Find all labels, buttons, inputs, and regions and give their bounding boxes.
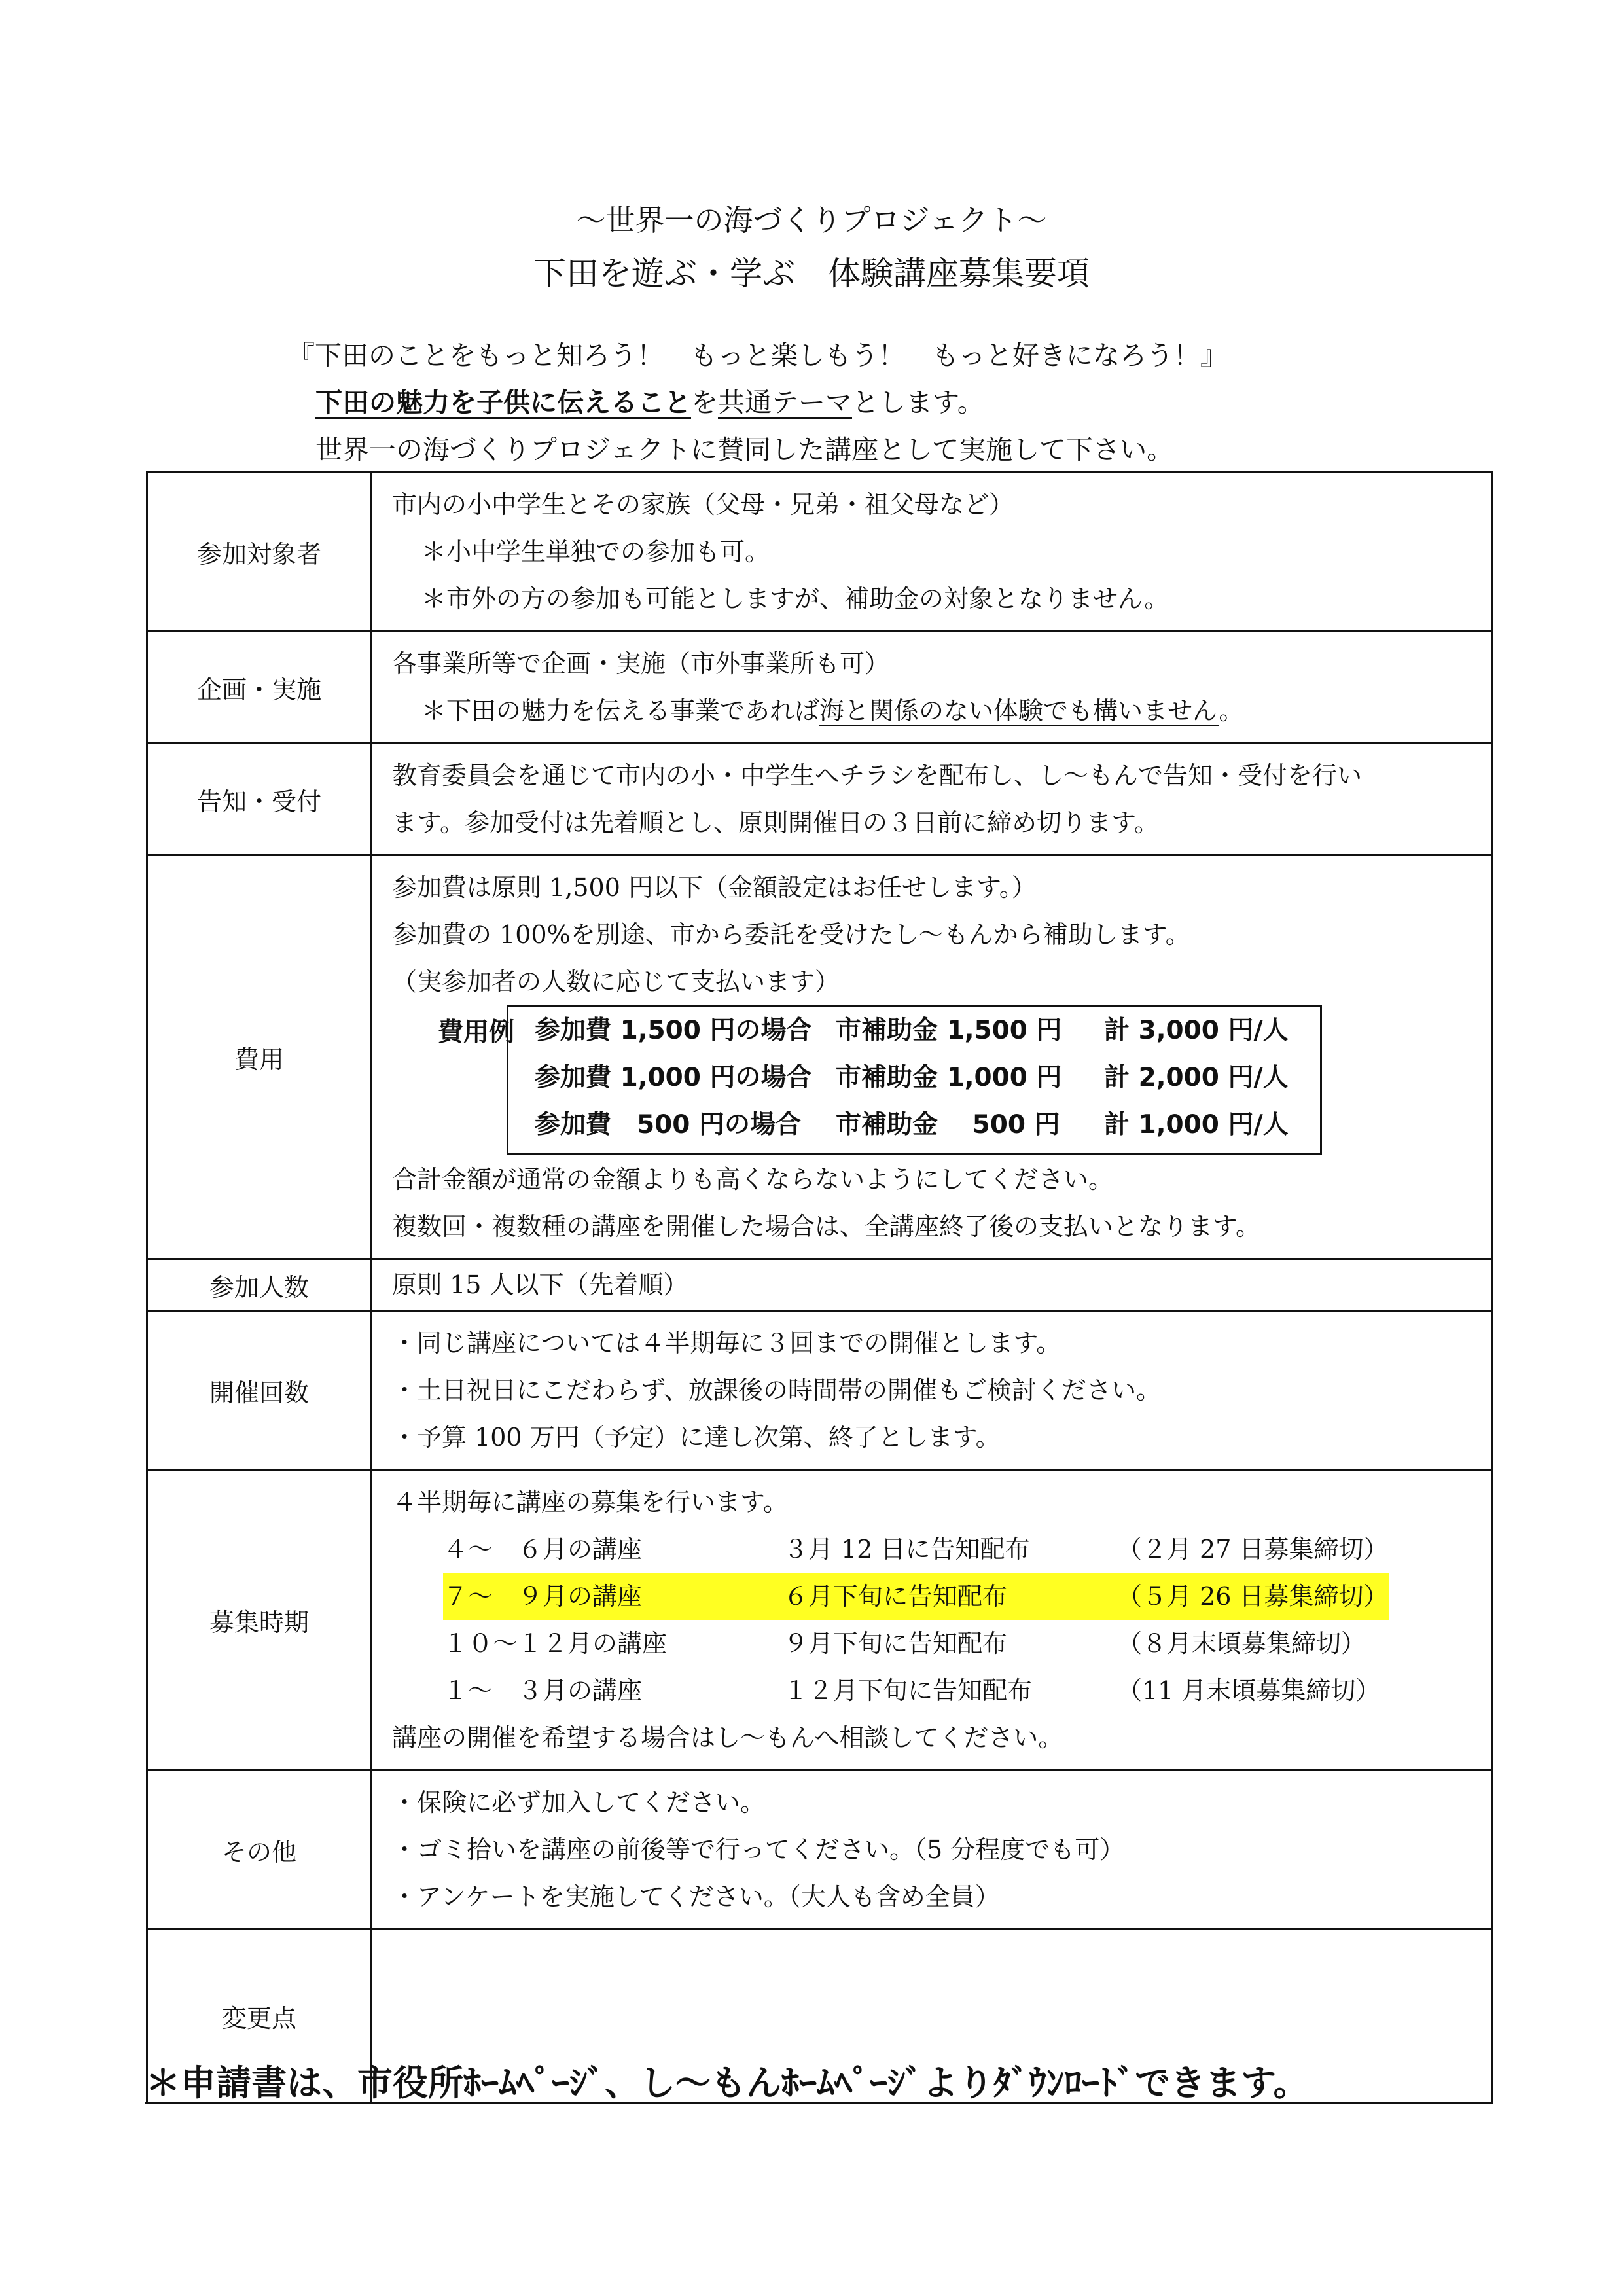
fee-total: 計 2,000 円/人 <box>1104 1063 1289 1092</box>
text-line: 各事業所等で企画・実施（市外事業所も可） <box>392 649 890 678</box>
row-count <box>147 1311 1492 1470</box>
text-line: 参加費の 100%を別途、市から委託を受けたし～もんから補助します。 <box>392 920 1190 949</box>
schedule-deadline: （８月末頃募集締切） <box>1117 1629 1366 1658</box>
text-line: 教育委員会を通じて市内の小・中学生へチラシを配布し、し～もんで告知・受付を行い <box>392 761 1363 790</box>
underlined-text: 海と関係のない体験でも構いません <box>819 696 1219 725</box>
label-target: 参加対象者 <box>147 473 372 632</box>
intro-theme <box>315 381 984 420</box>
fee-total: 計 3,000 円/人 <box>1104 1016 1289 1045</box>
schedule-term: ４～ ６月の講座 <box>443 1535 643 1564</box>
fee-subsidy: 市補助金 1,000 円 <box>836 1063 1062 1092</box>
schedule-notice: ３月 12 日に告知配布 <box>783 1535 1030 1564</box>
text-line: ます。参加受付は先着順とし、原則開催日の３日前に締め切ります。 <box>392 808 1159 837</box>
schedule-notice: ６月下旬に告知配布 <box>783 1582 1008 1611</box>
text-line: ４半期毎に講座の募集を行います。 <box>392 1488 788 1516</box>
label-count: 開催回数 <box>147 1311 372 1470</box>
page-title: 下田を遊ぶ・学ぶ 体験講座募集要項 <box>533 255 1090 293</box>
schedule-notice: ９月下旬に告知配布 <box>783 1629 1008 1658</box>
text-line: ・予算 100 万円（予定）に達し次第、終了とします。 <box>392 1423 1001 1452</box>
fee-total: 計 1,000 円/人 <box>1104 1110 1289 1139</box>
fee-participation: 参加費 1,500 円の場合 <box>535 1016 812 1045</box>
row-other <box>147 1770 1492 1929</box>
label-notice: 告知・受付 <box>147 744 372 855</box>
label-changes: 変更点 <box>147 1929 372 2103</box>
text-line: ＊小中学生単独での参加も可。 <box>421 537 770 566</box>
requirements-table <box>146 471 1493 2104</box>
label-people: 参加人数 <box>147 1259 372 1311</box>
text-line: 原則 15 人以下（先着順） <box>392 1270 688 1299</box>
text-line: 講座の開催を希望する場合はし～もんへ相談してください。 <box>392 1723 1063 1752</box>
schedule-row <box>392 1667 1491 1714</box>
highlight-mark <box>443 1573 1389 1620</box>
fee-example-box <box>507 1005 1322 1155</box>
theme-highlight: 下田の魅力を子供に伝えること <box>315 387 691 418</box>
row-period <box>147 1470 1492 1770</box>
row-plan <box>147 632 1492 744</box>
fee-participation: 参加費 1,000 円の場合 <box>535 1063 812 1092</box>
text-span: 。 <box>1219 696 1244 725</box>
schedule-deadline: （５月 26 日募集締切） <box>1117 1582 1389 1611</box>
fee-example-block <box>392 1005 1491 1156</box>
fee-subsidy: 市補助金 1,500 円 <box>836 1016 1062 1045</box>
label-other: その他 <box>147 1770 372 1929</box>
schedule-row <box>392 1620 1491 1667</box>
theme-suffix: とします。 <box>852 387 984 418</box>
content-people <box>372 1259 1492 1311</box>
fee-example-row <box>508 1007 1320 1054</box>
text-line: ・保険に必ず加入してください。 <box>392 1788 766 1817</box>
fee-example-label: 費用例 <box>438 1018 515 1047</box>
schedule-term: １０～１２月の講座 <box>443 1629 668 1658</box>
schedule-notice: １２月下旬に告知配布 <box>783 1676 1033 1705</box>
text-line: ＊市外の方の参加も可能としますが、補助金の対象となりません。 <box>421 584 1169 613</box>
text-span: ＊下田の魅力を伝える事業であれば <box>421 696 820 725</box>
fee-participation: 参加費 500 円の場合 <box>535 1110 801 1139</box>
content-fee <box>372 855 1492 1259</box>
content-count <box>372 1311 1492 1470</box>
schedule-term: １～ ３月の講座 <box>443 1676 643 1705</box>
content-period <box>372 1470 1492 1770</box>
text-line: ・同じ講座については４半期毎に３回までの開催とします。 <box>392 1329 1061 1357</box>
fee-example-row <box>508 1102 1320 1149</box>
content-target <box>372 473 1492 632</box>
schedule-row-highlighted <box>392 1573 1491 1620</box>
label-fee: 費用 <box>147 855 372 1259</box>
schedule-deadline: （11 月末頃募集締切） <box>1117 1676 1381 1705</box>
project-subtitle: ～世界一の海づくりプロジェクト～ <box>576 203 1047 238</box>
text-line: 市内の小中学生とその家族（父母・兄弟・祖父母など） <box>392 490 1014 519</box>
text-line: （実参加者の人数に応じて支払います） <box>392 967 840 996</box>
text-line: 複数回・複数種の講座を開催した場合は、全講座終了後の支払いとなります。 <box>392 1212 1260 1241</box>
content-plan <box>372 632 1492 744</box>
row-fee <box>147 855 1492 1259</box>
intro-instruction: 世界一の海づくりプロジェクトに賛同した講座として実施して下さい。 <box>315 434 1174 465</box>
label-period: 募集時期 <box>147 1470 372 1770</box>
common-theme: 共通テーマ <box>718 387 852 418</box>
intro-slogan: 『下田のことをもっと知ろう！ もっと楽しもう！ もっと好きになろう！』 <box>288 340 1227 371</box>
theme-particle: を <box>691 387 718 418</box>
text-line: ・アンケートを実施してください。（大人も含め全員） <box>392 1882 1000 1911</box>
fee-subsidy: 市補助金 500 円 <box>836 1110 1060 1139</box>
schedule-row <box>392 1526 1491 1573</box>
text-line: 参加費は原則 1,500 円以下（金額設定はお任せします。） <box>392 873 1037 902</box>
content-other <box>372 1770 1492 1929</box>
content-notice <box>372 744 1492 855</box>
schedule-term: ７～ ９月の講座 <box>443 1582 643 1611</box>
text-line: ・土日祝日にこだわらず、放課後の時間帯の開催もご検討ください。 <box>392 1376 1161 1405</box>
text-line: ・ゴミ拾いを講座の前後等で行ってください。（5 分程度でも可） <box>392 1835 1125 1864</box>
row-notice <box>147 744 1492 855</box>
schedule-deadline: （２月 27 日募集締切） <box>1117 1535 1389 1564</box>
fee-example-row <box>508 1054 1320 1102</box>
row-people <box>147 1259 1492 1311</box>
download-note: ＊申請書は、市役所ﾎｰﾑﾍﾟｰｼﾞ、し～もんﾎｰﾑﾍﾟｰｼﾞよりﾀﾞｳﾝﾛｰﾄﾞできます。 <box>145 2062 1309 2104</box>
row-target <box>147 473 1492 632</box>
text-line: 合計金額が通常の金額よりも高くならないようにしてください。 <box>392 1165 1114 1194</box>
text-line <box>392 687 1491 734</box>
label-plan: 企画・実施 <box>147 632 372 744</box>
